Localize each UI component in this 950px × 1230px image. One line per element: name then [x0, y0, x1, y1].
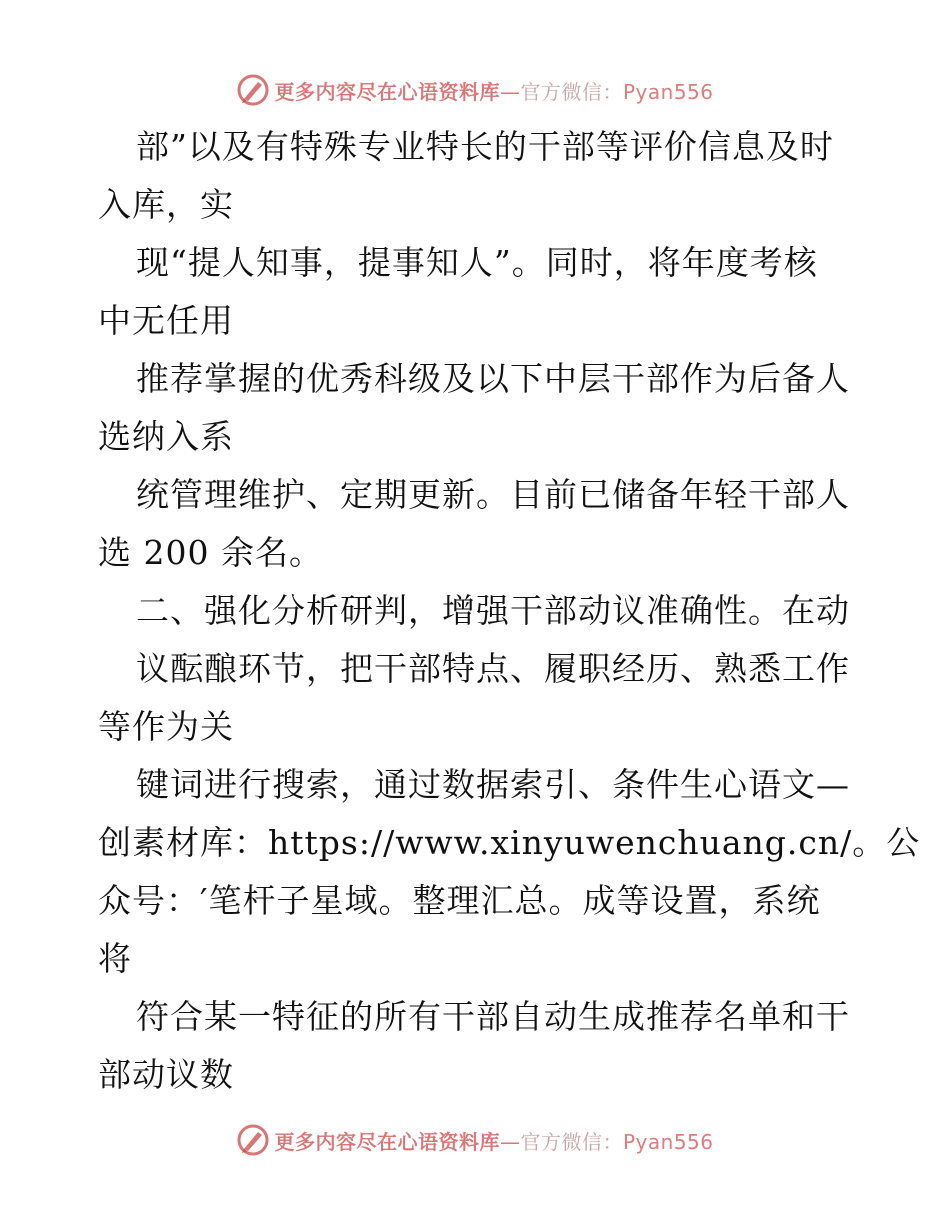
paragraph	[98, 234, 858, 350]
header-watermark	[0, 70, 950, 110]
watermark-dash: —	[499, 1129, 521, 1154]
paragraph-first-line: 现“提人知事，提事知人”。同时，将年度考核	[136, 243, 818, 282]
paragraph-first-line: 二、强化分析研判，增强干部动议准确性。在动	[136, 591, 850, 630]
paragraph-first-line: 符合某一特征的所有干部自动生成推荐名单和干	[136, 997, 850, 1036]
paragraph	[98, 988, 858, 1104]
paragraph-continuation-line: 中无任用	[98, 301, 234, 340]
watermark-wechat-id: Pyan556	[622, 79, 714, 104]
watermark-official-label: 官方微信：	[520, 79, 623, 104]
paragraph-continuation-line: 选 200 余名。	[98, 533, 323, 572]
watermark-text	[274, 1126, 713, 1155]
paragraph	[98, 756, 921, 988]
paragraph	[98, 118, 858, 234]
watermark-dash: —	[499, 79, 521, 104]
watermark-wechat-id: Pyan556	[622, 1129, 714, 1154]
watermark-main: 更多内容尽在心语资料库	[274, 1129, 500, 1154]
paragraph-first-line: 键词进行搜索，通过数据索引、条件生心语文—	[136, 765, 850, 804]
paragraph-first-line: 议酝酿环节，把干部特点、履职经历、熟悉工作	[136, 649, 850, 688]
paragraph	[98, 582, 858, 640]
paragraph-first-line: 统管理维护、定期更新。目前已储备年轻干部人	[136, 475, 850, 514]
footer-watermark	[0, 1120, 950, 1160]
paragraph-first-line: 部”以及有特殊专业特长的干部等评价信息及时	[136, 127, 834, 166]
paragraph-continuation-line: 部动议数	[98, 1055, 234, 1094]
paragraph-continuation-line: 选纳入系	[98, 417, 234, 456]
watermark-text	[274, 76, 713, 105]
pen-logo-icon	[236, 73, 270, 107]
paragraph-continuation-line: 众号：′笔杆子星域。整理汇总。成等设置，系统	[98, 881, 821, 920]
paragraph	[98, 466, 858, 582]
paragraph	[98, 640, 858, 756]
paragraph-continuation-line: 将	[98, 939, 132, 978]
paragraph-continuation-line: 入库，实	[98, 185, 234, 224]
paragraph-first-line: 推荐掌握的优秀科级及以下中层干部作为后备人	[136, 359, 850, 398]
pen-logo-icon	[236, 1123, 270, 1157]
watermark-main: 更多内容尽在心语资料库	[274, 79, 500, 104]
paragraph	[98, 350, 858, 466]
paragraph-continuation-line: 等作为关	[98, 707, 234, 746]
paragraph-continuation-line: 创素材库：https://www.xinyuwenchuang.cn/。公	[98, 823, 921, 862]
document-body	[98, 118, 921, 1104]
watermark-official-label: 官方微信：	[520, 1129, 623, 1154]
